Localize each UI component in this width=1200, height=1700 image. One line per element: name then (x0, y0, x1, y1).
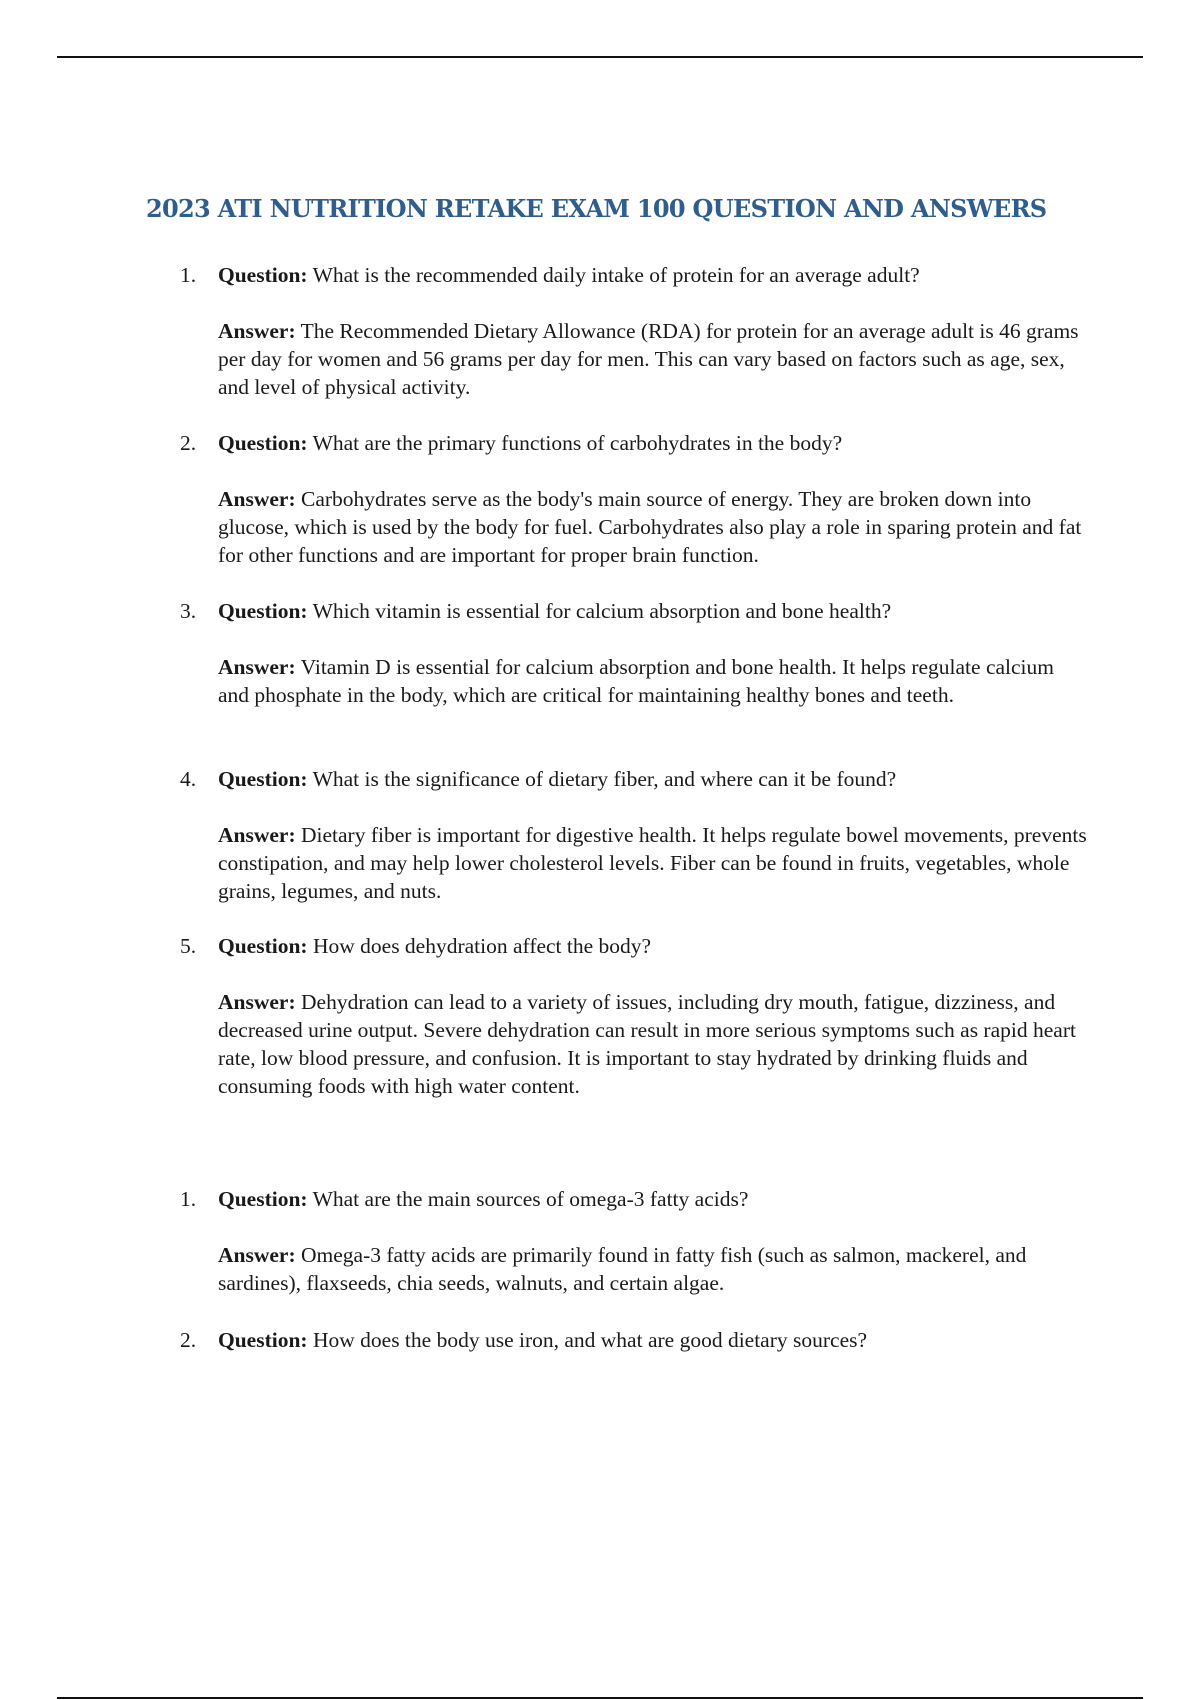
qa-item (180, 261, 1090, 401)
answer (218, 988, 1090, 1100)
item-number: 2. (180, 431, 197, 455)
answer-text: Carbohydrates serve as the body's main source of energy. They are broken down into glucose, which is used by the body for fuel. Carbohydrates also play a role in sparing protein and fat for other functions and are important for proper brain function. (218, 487, 1082, 567)
answer-label: Answer: (218, 823, 296, 847)
question (218, 261, 1090, 289)
qa-item (180, 765, 1090, 905)
answer-text: Dehydration can lead to a variety of issues, including dry mouth, fatigue, dizziness, and decreased urine output. Severe dehydration can result in more serious symptoms such as rapid heart rate, low blood pressure, and confusion. It is important to stay hydrated by drinking fluids and consuming foods with high water content. (218, 990, 1076, 1098)
qa-item (180, 597, 1090, 709)
question-label: Question: (218, 431, 308, 455)
question-label: Question: (218, 599, 308, 623)
item-number: 1. (180, 1187, 197, 1211)
question-text: What is the recommended daily intake of protein for an average adult? (312, 263, 920, 287)
qa-item (180, 1185, 1090, 1297)
document-title: 2023 ATI NUTRITION RETAKE EXAM 100 QUESTION AND ANSWERS (146, 194, 1047, 223)
item-number: 5. (180, 934, 197, 958)
question-label: Question: (218, 767, 308, 791)
answer (218, 1241, 1090, 1297)
question-text: What are the primary functions of carbohydrates in the body? (312, 431, 843, 455)
answer-text: Dietary fiber is important for digestive health. It helps regulate bowel movements, prevents constipation, and may help lower cholesterol levels. Fiber can be found in fruits, vegetables, whole grains, legumes, and nuts. (218, 823, 1087, 903)
question-text: Which vitamin is essential for calcium absorption and bone health? (312, 599, 892, 623)
answer (218, 653, 1090, 709)
question-label: Question: (218, 934, 308, 958)
question (218, 932, 1090, 960)
item-number: 1. (180, 263, 197, 287)
question (218, 765, 1090, 793)
answer-label: Answer: (218, 487, 296, 511)
answer-label: Answer: (218, 1243, 296, 1267)
item-number: 3. (180, 599, 197, 623)
answer (218, 485, 1090, 569)
question (218, 597, 1090, 625)
qa-item (180, 429, 1090, 569)
answer-text: Vitamin D is essential for calcium absorption and bone health. It helps regulate calcium and phosphate in the body, which are critical for maintaining healthy bones and teeth. (218, 655, 1054, 707)
question-label: Question: (218, 1187, 308, 1211)
item-number: 2. (180, 1328, 197, 1352)
answer-text: Omega-3 fatty acids are primarily found in fatty fish (such as salmon, mackerel, and sardines), flaxseeds, chia seeds, walnuts, and certain algae. (218, 1243, 1027, 1295)
answer (218, 821, 1090, 905)
answer-label: Answer: (218, 655, 296, 679)
item-number: 4. (180, 767, 197, 791)
question-text: How does the body use iron, and what are good dietary sources? (312, 1328, 868, 1352)
question (218, 429, 1090, 457)
question (218, 1326, 1090, 1354)
answer (218, 317, 1090, 401)
bottom-rule (57, 1697, 1143, 1699)
question-text: What are the main sources of omega-3 fatty acids? (312, 1187, 749, 1211)
qa-item (180, 932, 1090, 1100)
question-text: What is the significance of dietary fiber, and where can it be found? (312, 767, 897, 791)
answer-label: Answer: (218, 319, 296, 343)
answer-text: The Recommended Dietary Allowance (RDA) for protein for an average adult is 46 grams per day for women and 56 grams per day for men. This can vary based on factors such as age, sex, and level of physical activity. (218, 319, 1079, 399)
question-label: Question: (218, 1328, 308, 1352)
answer-label: Answer: (218, 990, 296, 1014)
question-label: Question: (218, 263, 308, 287)
qa-item (180, 1326, 1090, 1354)
question-text: How does dehydration affect the body? (312, 934, 652, 958)
question (218, 1185, 1090, 1213)
